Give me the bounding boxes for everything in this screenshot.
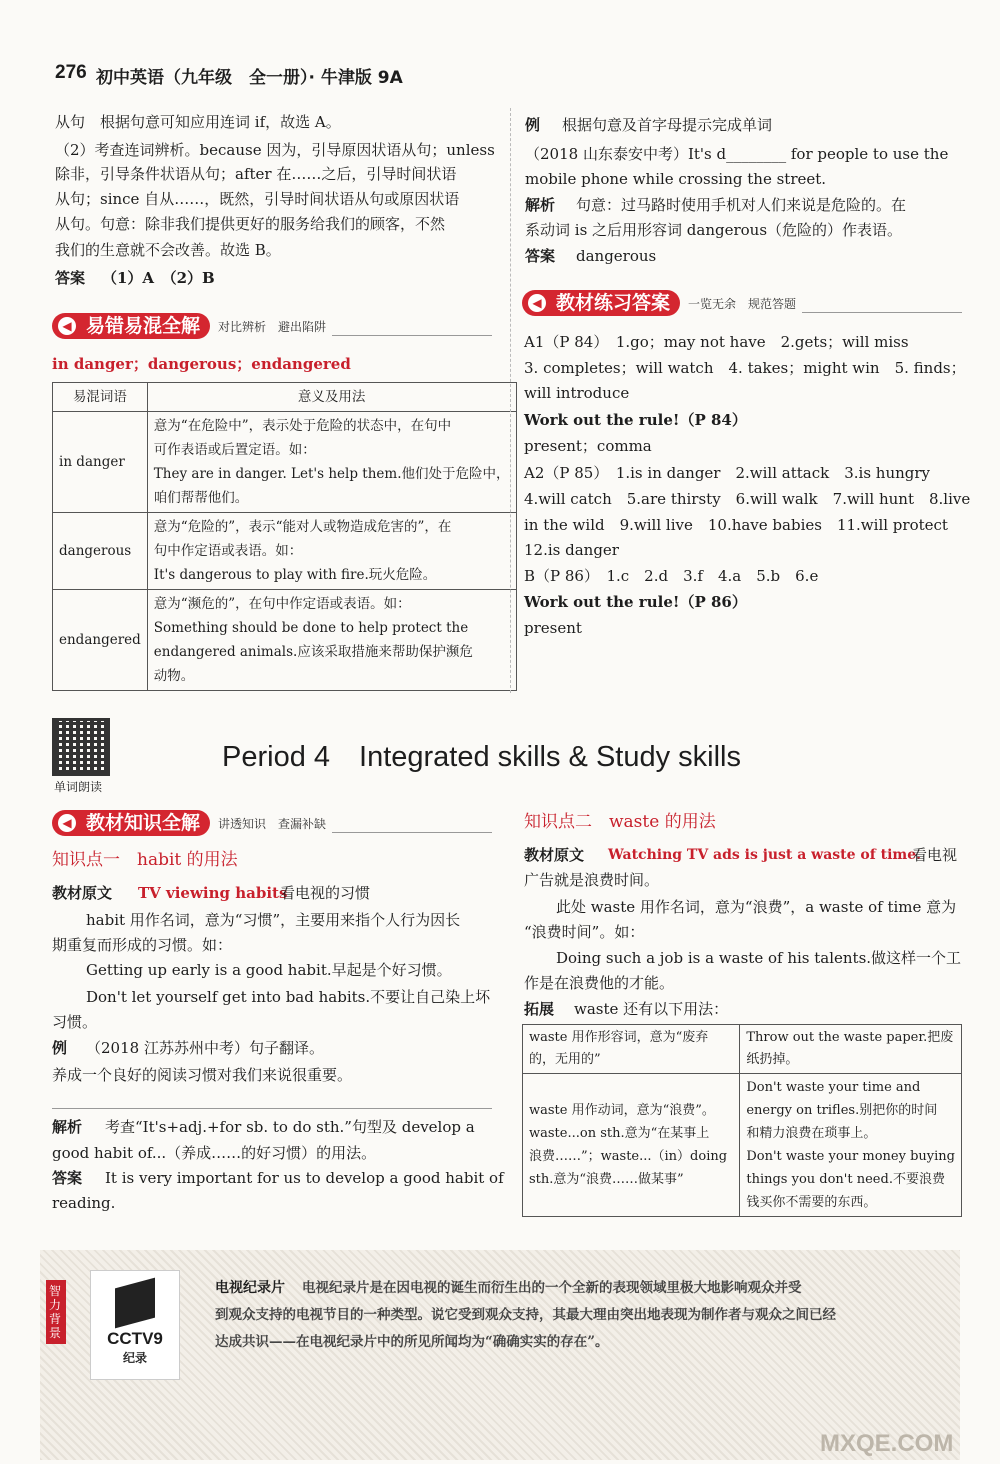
answer-label: 答案	[52, 1169, 83, 1187]
answer-value: dangerous	[576, 247, 657, 265]
cctv9-logo	[90, 1270, 180, 1380]
analysis-label: 解析	[525, 196, 556, 214]
source-chinese: 看电视的习惯	[280, 884, 371, 902]
table-row	[53, 590, 517, 691]
text-line: 我们的生意就不会改善。故选 B。	[55, 241, 281, 259]
confuse-heading: in danger；dangerous；endangered	[52, 355, 351, 373]
text-line: B（P 86） 1.c 2.d 3.f 4.a 5.b 6.e	[524, 567, 819, 585]
text-line: It is very important for us to develop a good habit of	[105, 1169, 504, 1187]
qr-code-icon[interactable]	[52, 718, 110, 776]
table-cell-word: in danger	[53, 412, 148, 513]
text-line: 3. completes；will watch 4. takes；might win 5. finds；	[524, 359, 966, 377]
banner-knowledge	[52, 810, 492, 836]
table-cell: waste 用作动词，意为“浪费”。 waste...on sth.意为“在某事上 浪费……”；waste...（in）doing sth.意为“浪费……做某事”	[523, 1074, 740, 1217]
text-line: A2（P 85） 1.is in danger 2.will attack 3.is hungry	[524, 464, 931, 482]
banner-subtitle: 对比辨析 避出陷阱	[218, 319, 327, 334]
banner-title: ◀ 易错易混全解	[52, 313, 210, 339]
watermark: MXQE.COM	[820, 1430, 954, 1457]
text-line: reading.	[52, 1194, 116, 1212]
qr-caption: 单词朗读	[54, 780, 103, 794]
source-chinese: 看电视	[912, 846, 958, 864]
table-cell-word: dangerous	[53, 513, 148, 590]
text-line: Don't let yourself get into bad habits.不要让自己染上坏	[86, 988, 491, 1006]
text-line: 除非，引导条件状语从句；after 在……之后，引导时间状语	[55, 165, 457, 183]
table-header: 易混词语	[53, 383, 148, 412]
extend-label: 拓展	[524, 1000, 555, 1018]
source-english: TV viewing habits	[138, 884, 288, 902]
waste-table	[522, 1024, 962, 1217]
text-line: Getting up early is a good habit.早起是个好习惯。	[86, 961, 452, 979]
text-line: 12.is danger	[524, 541, 619, 559]
table-header-row	[53, 383, 517, 412]
answer-label: 答案	[525, 247, 556, 265]
text-line: Work out the rule!（P 84）	[524, 411, 747, 429]
text-line: mobile phone while crossing the street.	[525, 170, 827, 188]
table-cell: Throw out the waste paper.把废 纸扔掉。	[740, 1025, 962, 1074]
confuse-table	[52, 382, 517, 691]
megaphone-icon: ◀	[58, 317, 76, 335]
kp1-title: 知识点一 habit 的用法	[52, 850, 238, 870]
divider	[332, 832, 492, 833]
banner-title: ◀ 教材练习答案	[522, 290, 680, 316]
page-header-title: 初中英语（九年级 全一册）· 牛津版 9A	[96, 68, 403, 88]
text-line: Work out the rule!（P 86）	[524, 593, 747, 611]
table-row	[523, 1074, 962, 1217]
example-label: 例	[52, 1039, 68, 1057]
text-line: 电视纪录片是在因电视的诞生而衍生出的一个全新的表现领域里极大地影响观众并受	[302, 1280, 802, 1296]
megaphone-icon: ◀	[528, 294, 546, 312]
text-line: 考查“It's+adj.+for sb. to do sth.”句型及 develop a	[105, 1118, 475, 1136]
megaphone-icon: ◀	[58, 814, 76, 832]
text-line: habit 用作名词，意为“习惯”，主要用来指个人行为因长	[86, 911, 461, 929]
answer-value: （1）A （2）B	[102, 269, 215, 287]
text-line: 从句 根据句意可知应用连词 if，故选 A。	[55, 113, 341, 131]
text-line: 习惯。	[52, 1013, 98, 1031]
column-divider	[510, 108, 511, 693]
text-line: Doing such a job is a waste of his talents.做这样一个工	[556, 949, 962, 967]
source-english: Watching TV ads is just a waste of time.	[608, 847, 922, 863]
table-cell: waste 用作形容词，意为“废弃 的，无用的”	[523, 1025, 740, 1074]
table-row	[523, 1025, 962, 1074]
table-cell-usage: 意为“濒危的”，在句中作定语或表语。如： Something should be done to help protect the endangered animals.应该采取措施来帮助保护濒危 动物。	[147, 590, 516, 691]
example-title: 根据句意及首字母提示完成单词	[562, 116, 773, 134]
text-line: 达成共识——在电视纪录片中的所见所闻均为“确确实实的存在”。	[215, 1334, 609, 1350]
text-line: 系动词 is 之后用形容词 dangerous（危险的）作表语。	[525, 221, 903, 239]
source-label: 教材原文	[52, 884, 113, 902]
text-line: （2018 山东泰安中考）It's d________ for people to use the	[525, 145, 949, 163]
table-cell-word: endangered	[53, 590, 148, 691]
text-line: good habit of...（养成……的好习惯）的用法。	[52, 1144, 377, 1162]
banner-subtitle: 一览无余 规范答题	[688, 296, 797, 311]
text-line: in the wild 9.will live 10.have babies 11.will protect	[524, 516, 948, 534]
kp2-title: 知识点二 waste 的用法	[524, 812, 716, 832]
example-label: 例	[525, 116, 541, 134]
table-header: 意义及用法	[147, 383, 516, 412]
example-text: （2018 江苏苏州中考）句子翻译。	[86, 1039, 324, 1057]
banner-exercise	[522, 290, 962, 316]
table-row	[53, 412, 517, 513]
text-line: present	[524, 619, 582, 637]
footer-title: 电视纪录片	[215, 1280, 285, 1296]
text-line: 作是在浪费他的才能。	[524, 974, 675, 992]
text-line: will introduce	[524, 384, 630, 402]
logo-text: CCTV9	[107, 1329, 163, 1348]
text-line: 4.will catch 5.are thirsty 6.will walk 7.will hunt 8.live	[524, 490, 971, 508]
analysis-label: 解析	[52, 1118, 83, 1136]
banner-confuse	[52, 313, 492, 339]
source-label: 教材原文	[524, 846, 585, 864]
page-number: 276	[55, 62, 87, 83]
extend-text: waste 还有以下用法：	[574, 1000, 729, 1018]
divider	[52, 1108, 492, 1109]
text-line: present；comma	[524, 437, 652, 455]
banner-title: ◀ 教材知识全解	[52, 810, 210, 836]
text-line: 句意：过马路时使用手机对人们来说是危险的。在	[576, 196, 907, 214]
table-row	[53, 513, 517, 590]
divider	[802, 312, 962, 313]
period-title: Period 4 Integrated skills & Study skills	[222, 741, 741, 773]
text-line: （2）考查连词辨析。because 因为，引导原因状语从句；unless	[55, 141, 495, 159]
divider	[332, 335, 492, 336]
text-line: 期重复而形成的习惯。如：	[52, 936, 233, 954]
text-line: 从句。句意：除非我们提供更好的服务给我们的顾客，不然	[55, 215, 446, 233]
text-line: 从句；since 自从……，既然，引导时间状语从句或原因状语	[55, 190, 460, 208]
table-cell-usage: 意为“在危险中”，表示处于危险的状态中，在句中 可作表语或后置定语。如： They are in danger. Let's help them.他们处于危险中， 咱们帮帮他们。	[147, 412, 516, 513]
text-line: “浪费时间”。如：	[524, 923, 645, 941]
tv-icon	[115, 1278, 155, 1329]
table-cell-usage: 意为“危险的”，表示“能对人或物造成危害的”，在 句中作定语或表语。如： It's dangerous to play with fire.玩火危险。	[147, 513, 516, 590]
text-line: A1（P 84） 1.go；may not have 2.gets；will miss	[524, 333, 909, 351]
footer-panel	[40, 1250, 960, 1460]
text-line: 广告就是浪费时间。	[524, 871, 660, 889]
text-line: 到观众支持的电视节目的一种类型。说它受到观众支持，其最大理由突出地表现为制作者与观众之间已经	[215, 1307, 836, 1323]
answer-label: 答案	[55, 269, 86, 287]
footer-side-label: 智力背景	[46, 1280, 66, 1344]
example-question: 养成一个良好的阅读习惯对我们来说很重要。	[52, 1066, 353, 1084]
banner-subtitle: 讲透知识 查漏补缺	[218, 816, 327, 831]
text-line: 此处 waste 用作名词，意为“浪费”，a waste of time 意为	[556, 898, 957, 916]
table-cell: Don't waste your time and energy on trifles.别把你的时间 和精力浪费在琐事上。 Don't waste your money buying things you don't need.不要浪费 钱买你不需要的东西。	[740, 1074, 962, 1217]
logo-sub: 纪录	[122, 1351, 147, 1365]
